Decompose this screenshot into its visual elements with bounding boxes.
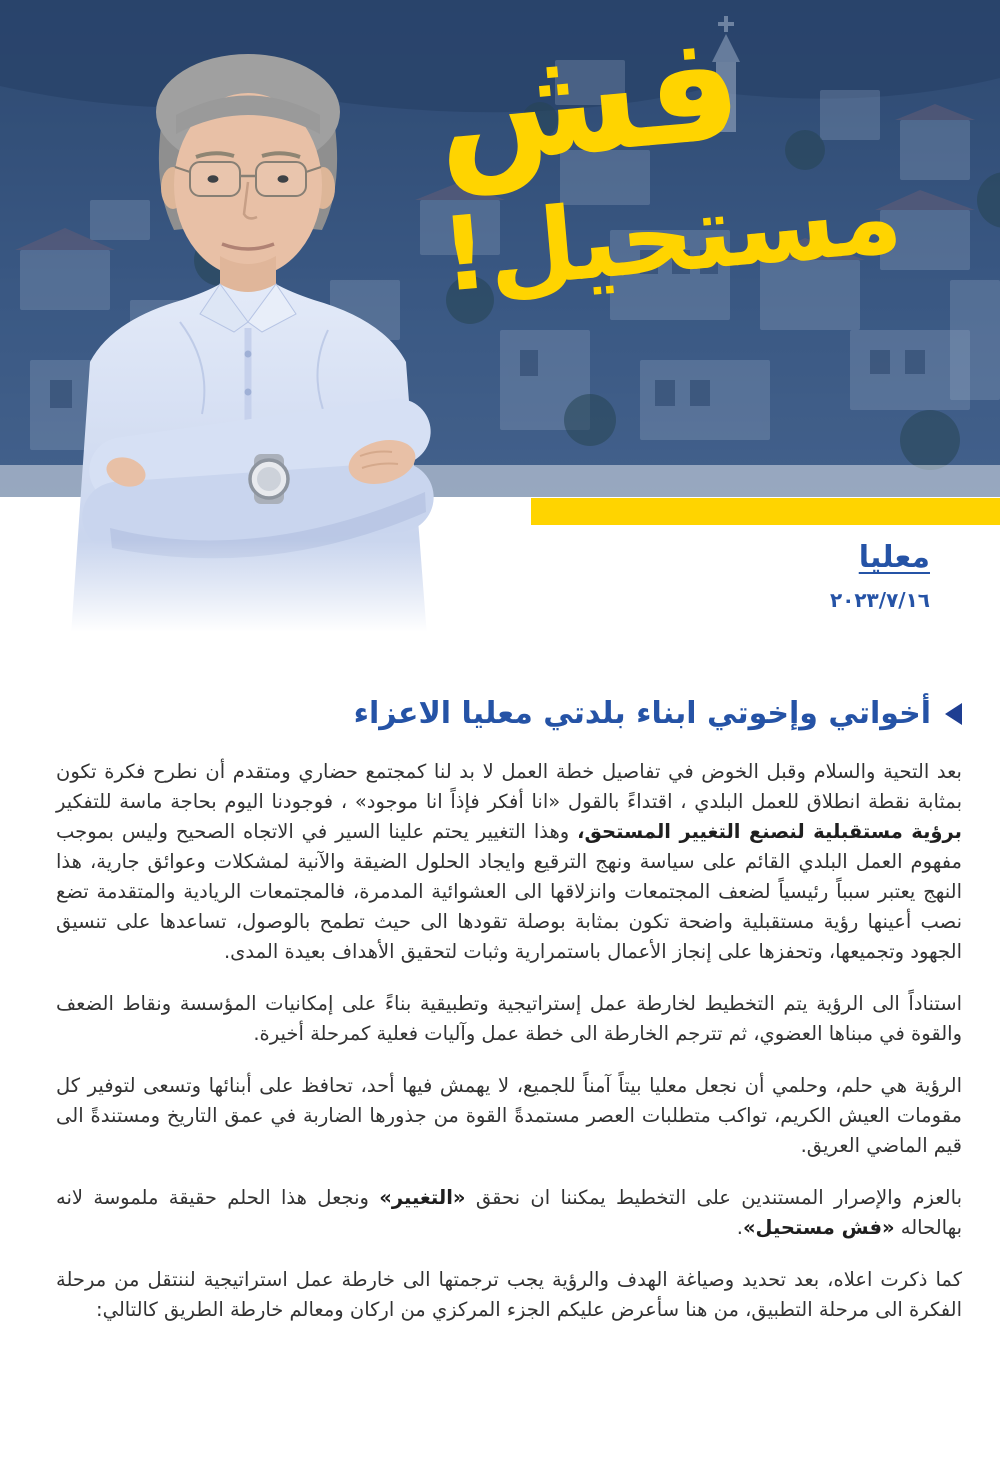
letter-paragraph: كما ذكرت اعلاه، بعد تحديد وصياغة الهدف والرؤية يجب ترجمتها الى خارطة عمل استراتيجية لننتقل من مرحلة الفكرة الى مرحلة التطبيق، من هنا سأعرض عليكم الجزء المركزي من اركان ومعالم خارطة الطريق كالتالي: — [56, 1268, 962, 1321]
campaign-slogan — [424, 0, 907, 316]
date: ٢٠٢٣/٧/١٦ — [829, 588, 930, 612]
accent-bar — [531, 498, 1000, 525]
slogan-line-1: فش — [427, 0, 748, 199]
letter-paragraph: بالعزم والإصرار المستندين على التخطيط يمكننا ان نحقق «التغيير» ونجعل هذا الحلم حقيقة ملموسة لانه بهالحاله «فش مستحيل». — [56, 1186, 962, 1239]
letter-paragraph: الرؤية هي حلم، وحلمي أن نجعل معليا بيتاً آمناً للجميع، لا يهمش فيها أحد، تحافظ على أبنائها وتسعى لتوفير كل مقومات العيش الكريم، تواكب متطلبات العصر مستمدةً القوة من جذورها الضاربة في عمق التاريخ ومستندةً الى قيم الماضي العريق. — [56, 1074, 962, 1157]
letter-paragraphs — [56, 757, 962, 1325]
triangle-bullet-icon — [945, 703, 962, 725]
wristwatch — [250, 454, 288, 504]
letter — [56, 694, 962, 1347]
letter-paragraph: بعد التحية والسلام وقبل الخوض في تفاصيل خطة العمل لا بد لنا كمجتمع حضاري ومتقدم أن نطرح فكرة تكون بمثابة نقطة انطلاق للعمل البلدي ، اقتداءً بالقول «انا أفكر فإذاً انا موجود» ، فوجودنا اليوم بحاجة ماسة للتفكير برؤية مستقبلية لنصنع التغيير المستحق، وهذا التغيير يحتم علينا السير في الاتجاه الصحيح وليس بموجب مفهوم العمل البلدي القائم على سياسة ونهج الترقيع وايجاد الحلول الضيقة والآنية لمشكلات وعوائق جارية، هذا النهج يعتبر سبباً رئيسياً لضعف المجتمعات وانزلاقها الى العشوائية المدمرة، فالمجتمعات الريادية والمتقدمة تضع نصب أعينها رؤية مستقبلية واضحة تكون بمثابة بوصلة تقودها الى حيث تطمح بالوصول، تساعدها على تنسيق الجهود وتجميعها، وتحفزها على إنجاز الأعمال باستمرارية وثبات لتحقيق الأهداف بعيدة المدى. — [56, 760, 962, 963]
town-name: معليا — [858, 540, 930, 575]
letter-heading — [56, 694, 962, 734]
letter-heading-text: أخواتي وإخوتي ابناء بلدتي معليا الاعزاء — [353, 696, 931, 731]
slogan-line-2: مستحيل! — [436, 156, 907, 316]
byline — [830, 540, 930, 612]
letter-paragraph: استناداً الى الرؤية يتم التخطيط لخارطة عمل إستراتيجية وتطبيقية بناءً على إمكانيات المؤسسة ونقاط الضعف والقوة في مبناها العضوي، ثم تترجم الخارطة الى خطة عمل وآليات فعلية كمرحلة أخيرة. — [56, 992, 962, 1045]
